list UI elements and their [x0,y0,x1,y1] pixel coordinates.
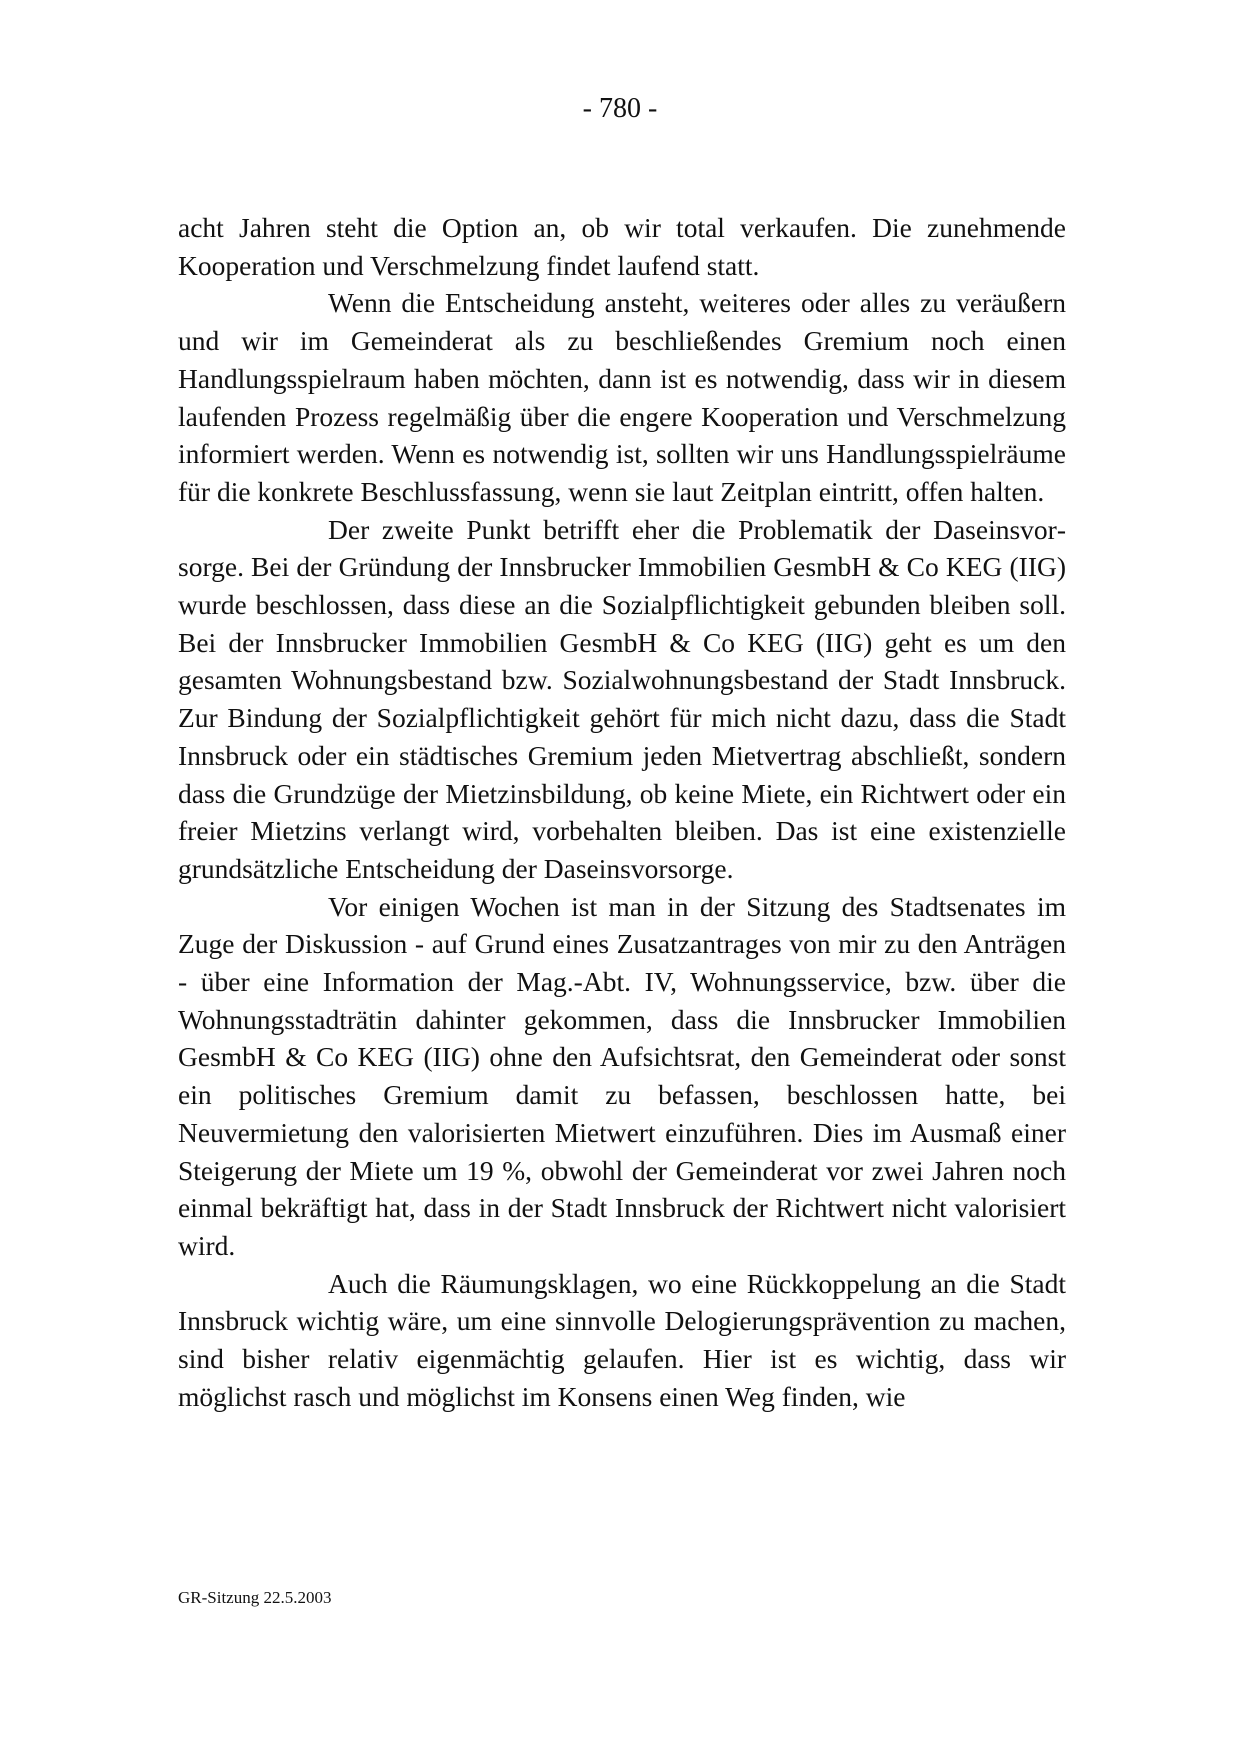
footer-session-date: GR-Sitzung 22.5.2003 [178,1588,332,1607]
page-number: - 780 - [582,93,658,124]
body-text [178,209,1066,1416]
paragraph-3: Der zweite Punkt betrifft eher die Problematik der Daseinsvorsorge. Bei der Gründung der Innsbrucker Immobilien GesmbH & Co KEG (IIG) wurde beschlossen, dass diese an die Sozialpflichtigkeit gebunden bleiben soll. Bei der Innsbrucker Immobilien GesmbH & Co KEG (IIG) geht es um den gesamten Wohnungsbestand bzw. Sozialwohnungsbestand der Stadt Innsbruck. Zur Bindung der Sozialpflichtigkeit gehört für mich nicht dazu, dass die Stadt Innsbruck oder ein städtisches Gremium jeden Mietvertrag abschließt, sondern dass die Grundzüge der Mietzinsbildung, ob keine Miete, ein Richtwert oder ein freier Mietzins verlangt wird, vorbehalten bleiben. Das ist eine existenzielle grundsätzliche Entscheidung der Daseinsvorsorge. [178,513,1066,884]
paragraph-4: Vor einigen Wochen ist man in der Sitzung des Stadtsenates im Zuge der Diskussion - auf Grund eines Zusatzantrages von mir zu den Anträgen - über eine Information der Mag.-Abt. IV, Wohnungsservice, bzw. über die Wohnungsstadträtin dahinter gekommen, dass die Innsbrucker Immobilien GesmbH & Co KEG (IIG) ohne den Aufsichtsrat, den Gemeinderat oder sonst ein politisches Gremium damit zu befassen, beschlossen hatte, bei Neuvermietung den valorisierten Mietwert einzuführen. Dies im Ausmaß einer Steigerung der Miete um 19 %, obwohl der Gemeinderat vor zwei Jahren noch einmal bekräftigt hat, dass in der Stadt Innsbruck der Richtwert nicht valorisiert wird. [178,890,1066,1261]
paragraph-5: Auch die Räumungsklagen, wo eine Rückkoppelung an die Stadt Innsbruck wichtig wäre, um eine sinnvolle Delogierungsprävention zu machen, sind bisher relativ eigenmächtig gelaufen. Hier ist es wichtig, dass wir möglichst rasch und möglichst im Konsens einen Weg finden, wie [178,1267,1066,1412]
paragraph-2: Wenn die Entscheidung ansteht, weiteres oder alles zu veräußern und wir im Gemeinderat als zu beschließendes Gremium noch einen Handlungsspielraum haben möchten, dann ist es notwendig, dass wir in diesem laufenden Prozess regelmäßig über die engere Kooperation und Verschmelzung informiert werden. Wenn es notwendig ist, sollten wir uns Handlungsspielräume für die konkrete Beschlussfassung, wenn sie laut Zeitplan eintritt, offen halten. [178,287,1066,507]
paragraph-1: acht Jahren steht die Option an, ob wir total verkaufen. Die zunehmende Kooperation und Verschmelzung findet laufend statt. [178,212,1066,281]
